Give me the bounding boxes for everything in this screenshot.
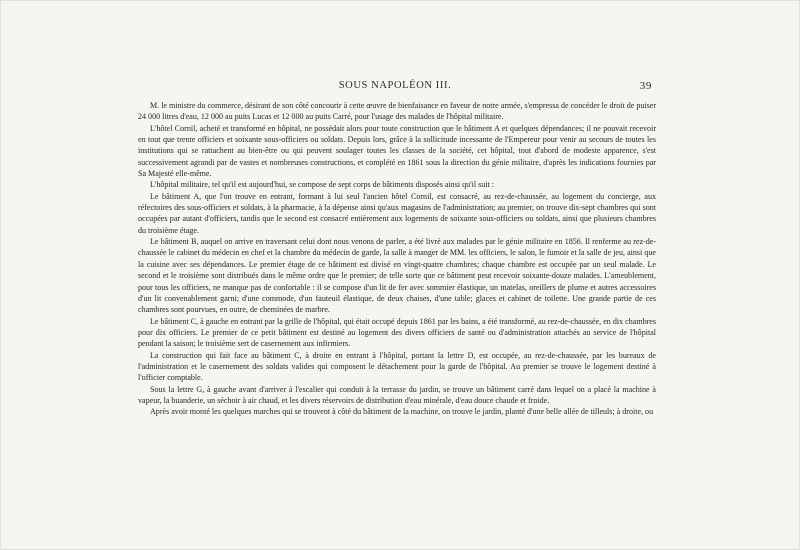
paragraph: Après avoir monté les quelques marches qui se trouvent à côté du bâtiment de la machine, on trouve le jardin, planté d'une belle allée de tilleuls; à droite, ou — [150, 407, 654, 417]
body-text — [138, 100, 656, 418]
paragraph: Sous la lettre G, à gauche avant d'arriver à l'escalier qui conduit à la terrasse du jardin, se trouve un bâtiment carré dans lequel on a placé la machine à vapeur, la buanderie, un séchoir à air chaud, et les divers réservoirs de distribution d'eau minérale, d'eau douce chaude et froide. — [138, 384, 656, 405]
page-header — [138, 80, 652, 94]
paragraph: Le bâtiment B, auquel on arrive en traversant celui dont nous venons de parler, a été livré aux malades par le génie militaire en 1856. Il renferme au rez-de-chaussée le cabinet du médecin en chef et la chambre du médecin de garde, la salle à manger de MM. les officiers, le salon, le fumoir et la salle de jeu, ainsi que la cuisine avec ses dépendances. Le premier étage de ce bâtiment est divisé en vingt-quatre chambres; chaque chambre est occupée par un seul malade. Le second et le troisième sont distribués dans le même ordre que le premier; de telle sorte que ce bâtiment peut recevoir soixante-douze malades. L'ameublement, pour tous les officiers, ne manque pas de confortable : il se compose d'un lit de fer avec sommier élastique, un matelas, oreillers de plume et autres accessoires d'un lit convenablement garni; d'une commode, d'un fauteuil élastique, de deux chaises, d'une table; glaces et cabinet de toilette. Une grande partie de ces chambres sont pourvues, en outre, de cheminées de marbre. — [138, 237, 656, 315]
page-number: 39 — [639, 80, 652, 92]
running-head: SOUS NAPOLÉON III. — [338, 80, 452, 91]
paragraph: Le bâtiment A, que l'on trouve en entrant, formant à lui seul l'ancien hôtel Cornil, est consacré, au rez-de-chaussée, au logement du concierge, aux réfectoires des sous-officiers et soldats, à la pharmacie, à la dépense ainsi qu'aux magasins de l'administration; au premier, on trouve dix-sept chambres qui sont occupées par autant d'officiers, tandis que le second est consacré entièrement aux logements de soixante sous-officiers ou soldats, ainsi que plusieurs chambres du troisième étage. — [138, 191, 656, 235]
paragraph: La construction qui fait face au bâtiment C, à droite en entrant à l'hôpital, portant la lettre D, est occupée, au rez-de-chaussée, par les bureaux de l'administration et le casernement des soldats valides qui composent le détachement pour la garde de l'hôpital. Au premier se trouve le logement destiné à l'officier comptable. — [138, 350, 656, 383]
paragraph: L'hôtel Cornil, acheté et transformé en hôpital, ne possédait alors pour toute construction que le bâtiment A et quelques dépendances; il ne pouvait recevoir en tout que trente officiers et soixante sous-officiers ou soldats. Depuis lors, grâce à la sollicitude incessante de l'Empereur pour venir au secours de toutes les institutions qui se rattachent au bien-être ou qui peuvent soulager toutes les classes de la société, cet hôpital, tout d'abord de modeste apparence, s'est successivement agrandi par de vastes et nombreuses constructions, et complété en 1861 sous la direction du génie militaire, d'après les indications fournies par Sa Majesté elle-même. — [138, 123, 656, 179]
paragraph: L'hôpital militaire, tel qu'il est aujourd'hui, se compose de sept corps de bâtiments disposés ainsi qu'il suit : — [150, 180, 494, 190]
paragraph: Le bâtiment C, à gauche en entrant par la grille de l'hôpital, qui était occupé depuis 1861 par les bains, a été transformé, au rez-de-chaussée, en dix chambres pour dix officiers. Le premier de ce petit bâtiment est destiné au logement des divers officiers de santé ou d'administration attachés au service de l'hôpital pendant la saison; le troisième sert de casernement aux infirmiers. — [138, 316, 656, 349]
paragraph: M. le ministre du commerce, désirant de son côté concourir à cette œuvre de bienfaisance en faveur de notre armée, s'empressa de concéder le droit de puiser 24 000 litres d'eau, 12 000 au puits Lucas et 12 000 au puits Carré, pour l'usage des malades de l'hôpital militaire. — [138, 101, 656, 122]
